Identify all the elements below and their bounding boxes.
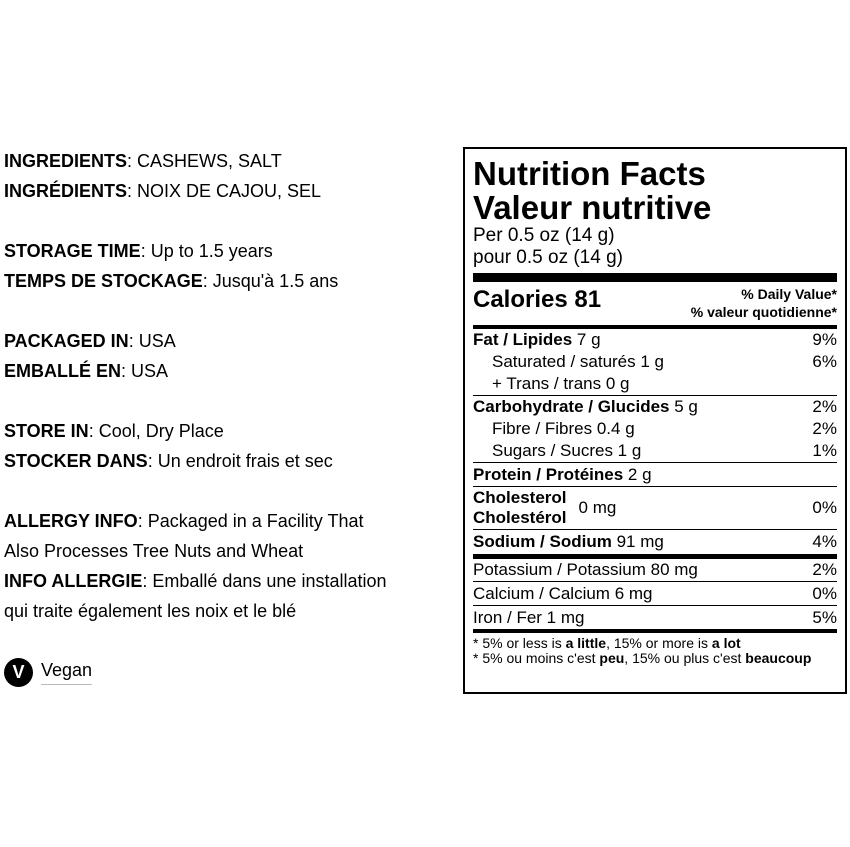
iron-row (473, 606, 837, 629)
allergy-en-cont: Also Processes Tree Nuts and Wheat (4, 541, 304, 561)
product-info (4, 146, 454, 626)
vegan-icon: V (4, 658, 33, 687)
trans-row (473, 373, 837, 395)
packaged-en-label: PACKAGED IN (4, 331, 129, 351)
storage-en (4, 236, 454, 266)
ingredients-fr (4, 176, 454, 206)
fat-label: Fat / Lipides (473, 330, 573, 349)
nutrition-facts-table (463, 147, 847, 694)
footnote-en: * 5% or less is a little, 15% or more is a lot (473, 635, 741, 651)
fat-amount: 7 g (572, 330, 601, 349)
vegan-mark (4, 658, 92, 687)
ingredients-fr-value: : NOIX DE CAJOU, SEL (127, 181, 322, 201)
footnote-fr: * 5% ou moins c'est peu, 15% ou plus c'est beaucoup (473, 650, 812, 666)
nutrition-title-en: Nutrition Facts (473, 155, 706, 192)
storage-fr (4, 266, 454, 296)
ingredients-en-value: : CASHEWS, SALT (127, 151, 282, 171)
fat-pct: 9% (812, 330, 837, 349)
protein-amount: 2 g (623, 464, 652, 484)
sugars-pct: 1% (812, 441, 837, 460)
protein-row (473, 463, 837, 486)
dv-header-en: % Daily Value* (741, 286, 837, 302)
packaged-fr-value: : USA (121, 361, 169, 381)
ingredients-fr-label: INGRÉDIENTS (4, 181, 128, 201)
ingredients-en-label: INGREDIENTS (4, 151, 128, 171)
saturated-row (473, 351, 837, 373)
nutrition-title-fr: Valeur nutritive (473, 189, 712, 226)
allergy-fr-cont: qui traite également les noix et le blé (4, 601, 297, 621)
protein-label: Protein / Protéines (473, 464, 624, 484)
footnote (473, 633, 837, 666)
store-en-label: STORE IN (4, 421, 89, 441)
calcium-pct: 0% (812, 583, 837, 603)
packaged-fr (4, 356, 454, 386)
serving-fr: pour 0.5 oz (14 g) (473, 247, 623, 268)
cholesterol-label (473, 488, 567, 528)
allergy-en-label: ALLERGY INFO (4, 511, 138, 531)
potassium-row (473, 559, 837, 581)
calories-label: Calories 81 (473, 286, 602, 313)
sodium-row (473, 530, 837, 554)
saturated-label: Saturated / saturés 1 g (492, 352, 664, 371)
allergy-fr-value: : Emballé dans une installation (142, 571, 387, 591)
calcium-label: Calcium / Calcium 6 mg (473, 583, 653, 603)
carb-pct: 2% (812, 397, 837, 416)
cholesterol-amount: 0 mg (578, 498, 617, 517)
allergy-en (4, 506, 454, 536)
cholesterol-label-en: Cholesterol (473, 488, 567, 507)
storage-en-label: STORAGE TIME (4, 241, 141, 261)
allergy-fr (4, 566, 454, 596)
potassium-pct: 2% (812, 560, 837, 579)
sodium-pct: 4% (812, 532, 837, 551)
fat-row (473, 329, 837, 351)
carb-amount: 5 g (669, 397, 698, 416)
saturated-pct: 6% (812, 352, 837, 371)
fibre-label: Fibre / Fibres 0.4 g (492, 419, 635, 438)
store-fr-value: : Un endroit frais et sec (147, 451, 333, 471)
fibre-row (473, 418, 837, 440)
carb-row (473, 396, 837, 418)
dv-header-fr: % valeur quotidienne* (690, 304, 837, 320)
sugars-row (473, 440, 837, 462)
packaged-fr-label: EMBALLÉ EN (4, 361, 121, 381)
cholesterol-label-fr: Cholestérol (473, 508, 567, 527)
ingredients-en (4, 146, 454, 176)
calcium-row (473, 582, 837, 605)
iron-label: Iron / Fer 1 mg (473, 607, 585, 627)
sodium-label: Sodium / Sodium (473, 532, 612, 551)
packaged-en-value: : USA (128, 331, 176, 351)
potassium-label: Potassium / Potassium 80 mg (473, 560, 698, 579)
storage-en-value: : Up to 1.5 years (140, 241, 273, 261)
cholesterol-pct: 0% (812, 498, 837, 517)
trans-label: + Trans / trans 0 g (492, 374, 630, 393)
store-en-value: : Cool, Dry Place (88, 421, 224, 441)
store-fr (4, 446, 454, 476)
sugars-label: Sugars / Sucres 1 g (492, 441, 642, 460)
daily-value-header (691, 285, 837, 321)
vegan-label: Vegan (41, 660, 92, 685)
sodium-amount: 91 mg (611, 532, 664, 551)
store-en (4, 416, 454, 446)
divider (473, 273, 837, 282)
storage-fr-label: TEMPS DE STOCKAGE (4, 271, 203, 291)
serving-en: Per 0.5 oz (14 g) (473, 225, 615, 246)
iron-pct: 5% (812, 607, 837, 627)
cholesterol-row (473, 487, 837, 529)
carb-label: Carbohydrate / Glucides (473, 397, 670, 416)
allergy-fr-label: INFO ALLERGIE (4, 571, 143, 591)
packaged-en (4, 326, 454, 356)
calories-row (473, 285, 837, 325)
storage-fr-value: : Jusqu'à 1.5 ans (202, 271, 339, 291)
store-fr-label: STOCKER DANS (4, 451, 148, 471)
allergy-en-value: : Packaged in a Facility That (137, 511, 364, 531)
fibre-pct: 2% (812, 419, 837, 438)
